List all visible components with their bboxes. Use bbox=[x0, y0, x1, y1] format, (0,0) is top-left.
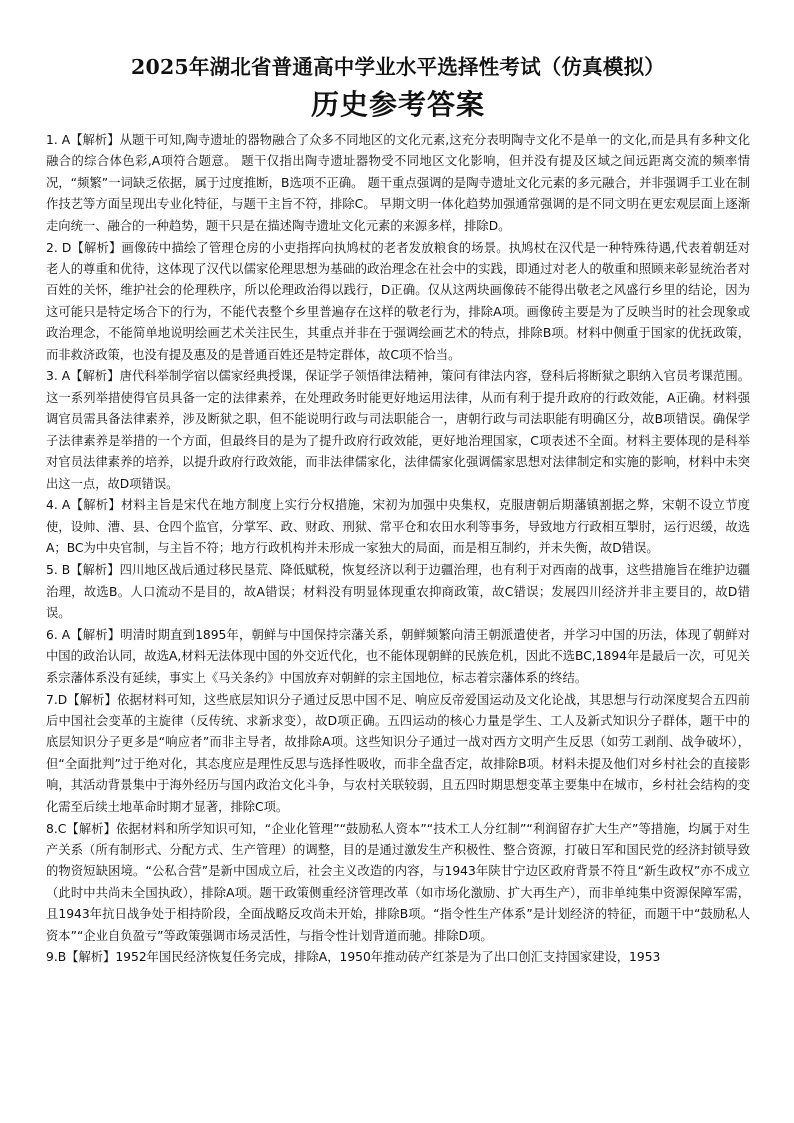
answer-item-8: 8.C【解析】依据材料和所学知识可知，“企业化管理”“鼓励私人资本”“技术工人分红制”“利润留存扩大生产”等措施，均属于对生产关系（所有制形式、分配方式、生产管理）的调整，目的是通过激发生产积极性、整合资源，打破日军和国民党的经济封锁导致的物资短缺困境。“公私合营”是新中国成立后，社会主义改造的内容，与1943年陕甘宁边区政府背景不符且“新生政权”亦不成立（此时中共尚未全国执政），排除A项。题干政策侧重经济管理改革（如市场化激励、扩大再生产），而非单纯集中资源保障军需，且1943年抗日战争处于相持阶段，全面战略反攻尚未开始，排除B项。“指令性生产体系”是计划经济的特征，而题干中“鼓励私人资本”“企业自负盈亏”等政策强调市场灵活性，与指令性计划背道而驰。排除D项。 bbox=[46, 821, 750, 943]
answer-item-7: 7.D【解析】依据材料可知，这些底层知识分子通过反思中国不足、响应反帝爱国运动及文化论战，其思想与行动深度契合五四前后中国社会变革的主旋律（反传统、求新求变），故D项正确。五四运动的核心力量是学生、工人及新式知识分子群体，题干中的底层知识分子更多是“响应者”而非主导者，故排除A项。这些知识分子通过一战对西方文明产生反思（如劳工剥削、战争破坏），但“全面批判”过于绝对化，其态度应是理性反思与选择性吸收，而非全盘否定，故排除B项。材料未提及他们对乡村社会的直接影响，其活动背景集中于海外经历与国内政治文化斗争，与农村关联较弱，且五四时期思想变革主要集中在城市，乡村社会结构的变化需至后续土地革命时期才显著，排除C项。 bbox=[46, 692, 750, 814]
answer-item-2: 2. D【解析】画像砖中描绘了管理仓房的小吏指挥向执鸠杖的老者发放粮食的场景。执鸠杖在汉代是一种特殊待遇,代表着朝廷对老人的尊重和优待，这体现了汉代以儒家伦理思想为基础的政治理念在社会中的实践，即通过对老人的敬重和照顾来彰显统治者对百姓的关怀，维护社会的伦理秩序，所以伦理政治得以践行，D正确。仅从这两块画像砖不能得出敬老之风盛行乡里的结论，因为这可能只是特定场合下的行为，不能代表整个乡里普遍存在这样的敬老行为，排除A项。画像砖主要是为了反映当时的社会现象或政治理念，不能简单地说明绘画艺术关注民生，其重点并非在于强调绘画艺术的特点，排除B项。材料中侧重于国家的优抚政策，而非救济政策，也没有提及惠及的是普通百姓还是特定群体，故C项不恰当。 bbox=[46, 240, 750, 362]
answer-list bbox=[46, 130, 750, 969]
answer-item-3: 3. A【解析】唐代科举制学宿以儒家经典授课，保证学子领悟律法精神，策问有律法内容，登科后将断狱之职纳入官员考课范围。这一系列举措使得官员具备一定的法律素养，在处理政务时能更好地运用法律，从而有利于提升政府的行政效能，A正确。材料强调官员需具备法律素养，涉及断狱之职，但不能说明行政与司法职能合一，唐朝行政与司法职能有明确区分，故B项错误。确保学子法律素养是举措的一个方面，但最终目的是为了提升政府行政效能，更好地治理国家，C项表述不全面。材料主要体现的是科举对官员法律素养的培养，以提升政府行政效能，而非法律儒家化，法律儒家化强调儒家思想对法律制定和实施的影响，材料中未突出这一点，故D项错误。 bbox=[46, 369, 750, 491]
answer-item-9: 9.B【解析】1952年国民经济恢复任务完成，排除A，1950年推动砖产红茶是为了出口创汇支持国家建设，1953 bbox=[46, 950, 661, 965]
answer-item-6: 6. A【解析】明清时期直到1895年，朝鲜与中国保持宗藩关系，朝鲜频繁向清王朝派遣使者，并学习中国的历法，体现了朝鲜对中国的政治认同，故选A,材料无法体现中国的外交近代化，也不能体现朝鲜的民族危机，因此不选BC,1894年是最后一次，可见关系宗藩体系没有延续，事实上《马关条约》中国放弃对朝鲜的宗主国地位，标志着宗藩体系的终结。 bbox=[46, 627, 750, 685]
answer-key-title: 历史参考答案 bbox=[310, 88, 485, 121]
answer-item-1: 1. A【解析】从题干可知,陶寺遗址的器物融合了众多不同地区的文化元素,这充分表明陶寺文化不是单一的文化,而是具有多种文化融合的综合体色彩,A项符合题意。 题干仅指出陶寺遗址器物受不同地区文化影响，但并没有提及区域之间远距离交流的频率情况，“频繁”一词缺乏依据，属于过度推断，B选项不正确。 题干重点强调的是陶寺遗址文化元素的多元融合，并非强调手工业在制作技艺等方面呈现出专业化特征，与题干主旨不符，排除C。 早期文明一体化趋势加强通常强调的是不同文明在更宏观层面上逐渐走向统一、融合的一种趋势，题干只是在描述陶寺遗址文化元素的来源多样，排除D。 bbox=[46, 133, 750, 233]
exam-title: 2025年湖北省普通高中学业水平选择性考试（仿真模拟） bbox=[131, 55, 665, 79]
answer-item-4: 4. A【解析】材料主旨是宋代在地方制度上实行分权措施，宋初为加强中央集权，克服唐朝后期藩镇割据之弊，宋朝不设立节度使，设帅、漕、县、仓四个监官，分掌军、政、财政、刑狱、常平仓和农田水利等事务，导致地方行政相互掣肘，运行迟缓，故选A；BC为中央官制，与主旨不符；地方行政机构并未形成一家独大的局面，而是相互制约，并未失衡，故D错误。 bbox=[46, 498, 750, 556]
answer-item-5: 5. B【解析】四川地区战后通过移民垦荒、降低赋税，恢复经济以利于边疆治理，也有利于对西南的战事，这些措施旨在维护边疆治理，故选B。人口流动不是目的，故A错误；材料没有明显体现重农抑商政策，故C错误；发展四川经济并非主要目的，故D错误。 bbox=[46, 563, 750, 620]
